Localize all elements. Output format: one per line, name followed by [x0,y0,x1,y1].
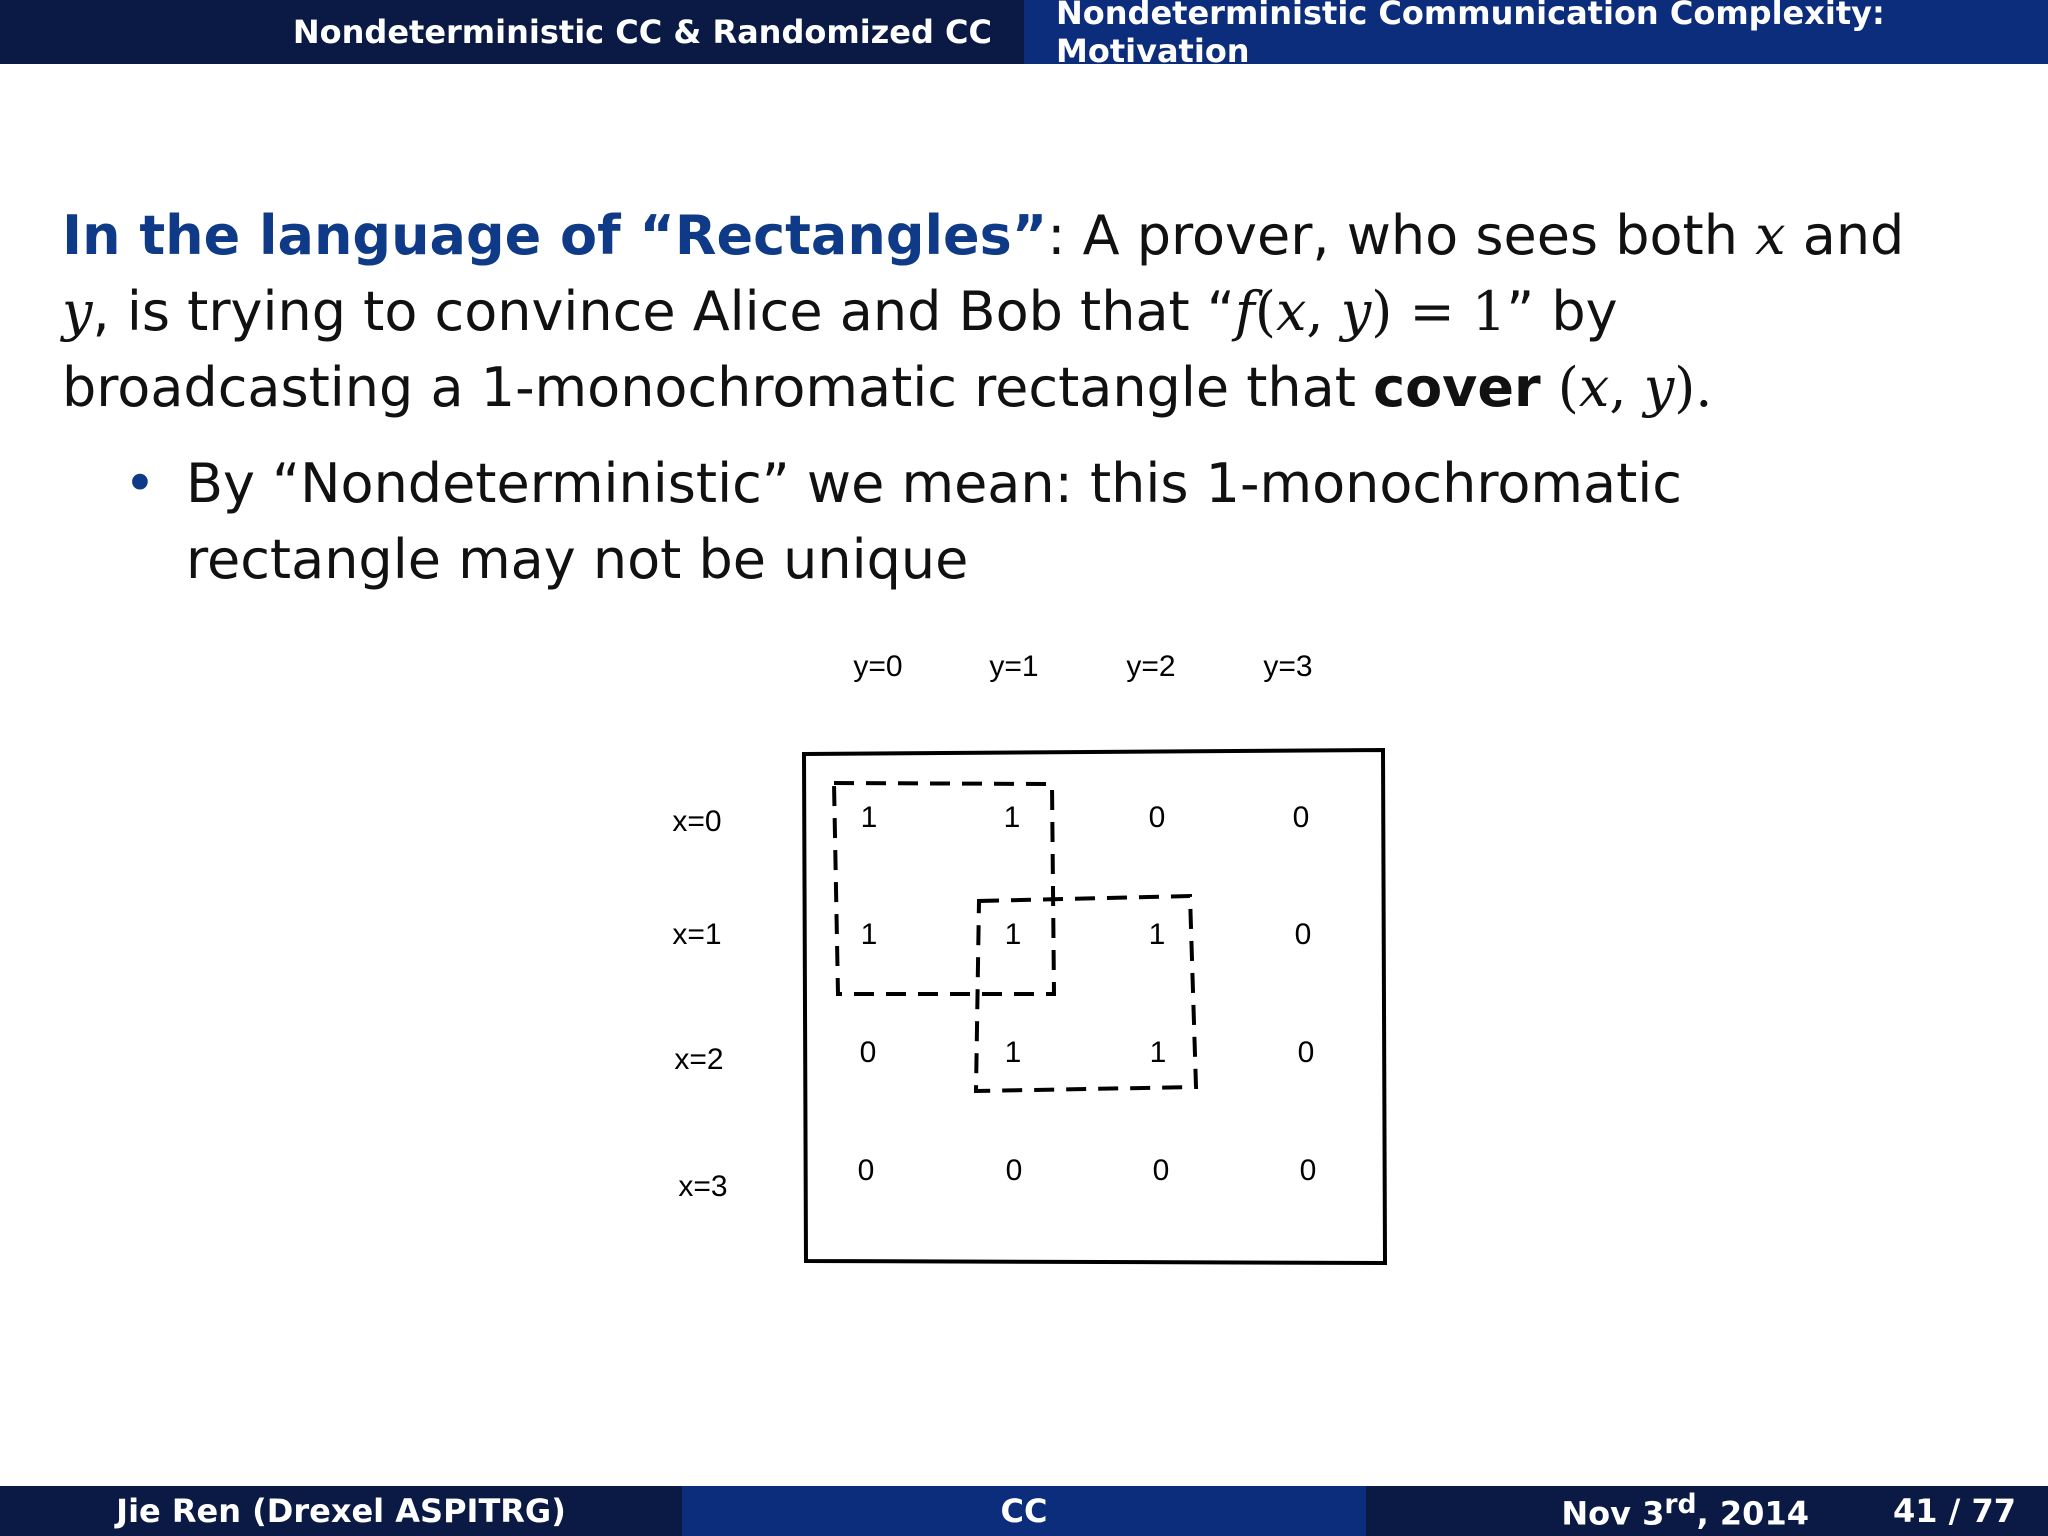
paragraph-text-b: and [1785,204,1905,267]
formula-comma: , [1306,280,1341,343]
paragraph-text-e: ( [1540,356,1579,419]
dashed-rectangle-2 [976,896,1196,1091]
cell-2-1: 1 [1004,1036,1022,1069]
cell-0-3: 0 [1292,801,1310,834]
row-label-x1: x=1 [672,918,722,951]
var-x: x [1755,204,1786,267]
footer-date-suffix: , 2014 [1696,1494,1809,1533]
bullet-item [124,446,1924,598]
header-section-title[interactable]: Nondeterministic CC & Randomized CC [0,0,1024,64]
paragraph-text-d: ” by broadcasting a 1-monochromatic rectangle that [62,280,1618,419]
cell-2-2: 1 [1149,1036,1167,1069]
cell-2-3: 0 [1297,1036,1315,1069]
cell-1-1: 1 [1004,918,1022,951]
cell-1-2: 1 [1148,918,1166,951]
cover-y: y [1643,356,1675,419]
rectangles-heading: In the language of “Rectangles” [62,204,1048,267]
formula-x: x [1275,280,1307,343]
cell-1-3: 0 [1294,918,1312,951]
row-label-x3: x=3 [678,1170,728,1203]
cell-3-0: 0 [857,1154,875,1187]
cell-2-0: 0 [859,1036,877,1069]
footer-author: Jie Ren (Drexel ASPITRG) [0,1486,682,1536]
col-label-y3: y=3 [1263,650,1313,683]
formula-rest: ) = 1 [1371,280,1507,343]
col-label-y1: y=1 [989,650,1039,683]
header-bar [0,0,2048,70]
footer-bar [0,1486,2048,1536]
cover-comma: , [1609,356,1644,419]
cover-bold: cover [1373,356,1541,419]
cell-0-2: 0 [1148,801,1166,834]
formula-f: f [1234,280,1255,343]
cell-3-3: 0 [1299,1154,1317,1187]
var-y: y [62,280,93,343]
footer-title: CC [682,1486,1366,1536]
cell-0-1: 1 [1003,801,1021,834]
cell-3-2: 0 [1152,1154,1170,1187]
row-label-x0: x=0 [672,805,722,838]
footer-date-page [1366,1486,2048,1536]
paragraph-text-c: , is trying to convince Alice and Bob that “ [92,280,1235,343]
cell-3-1: 0 [1005,1154,1023,1187]
matrix-frame [804,750,1385,1263]
header-subsection-title[interactable]: Nondeterministic Communication Complexity: Motivation [1024,0,2048,64]
cell-1-0: 1 [860,918,878,951]
footer-date [1561,1489,1809,1533]
footer-date-prefix: Nov 3 [1561,1494,1665,1533]
paragraph-text-a: : A prover, who sees both [1047,204,1756,267]
formula-y: y [1340,280,1372,343]
col-label-y0: y=0 [853,650,903,683]
formula-paren-open: ( [1254,280,1276,343]
bullet-text: By “Nondeterministic” we mean: this 1-monochromatic rectangle may not be unique [186,452,1682,591]
bullet-dot: • [124,452,156,515]
row-label-x2: x=2 [674,1043,724,1076]
cell-0-0: 1 [860,801,878,834]
dashed-rectangle-1 [834,783,1054,994]
paragraph-text-f: ). [1674,356,1713,419]
main-paragraph [62,198,1962,426]
cover-x: x [1578,356,1610,419]
footer-page-number: 41 / 77 [1892,1492,2016,1530]
footer-date-sup: rd [1664,1489,1697,1521]
col-label-y2: y=2 [1126,650,1176,683]
